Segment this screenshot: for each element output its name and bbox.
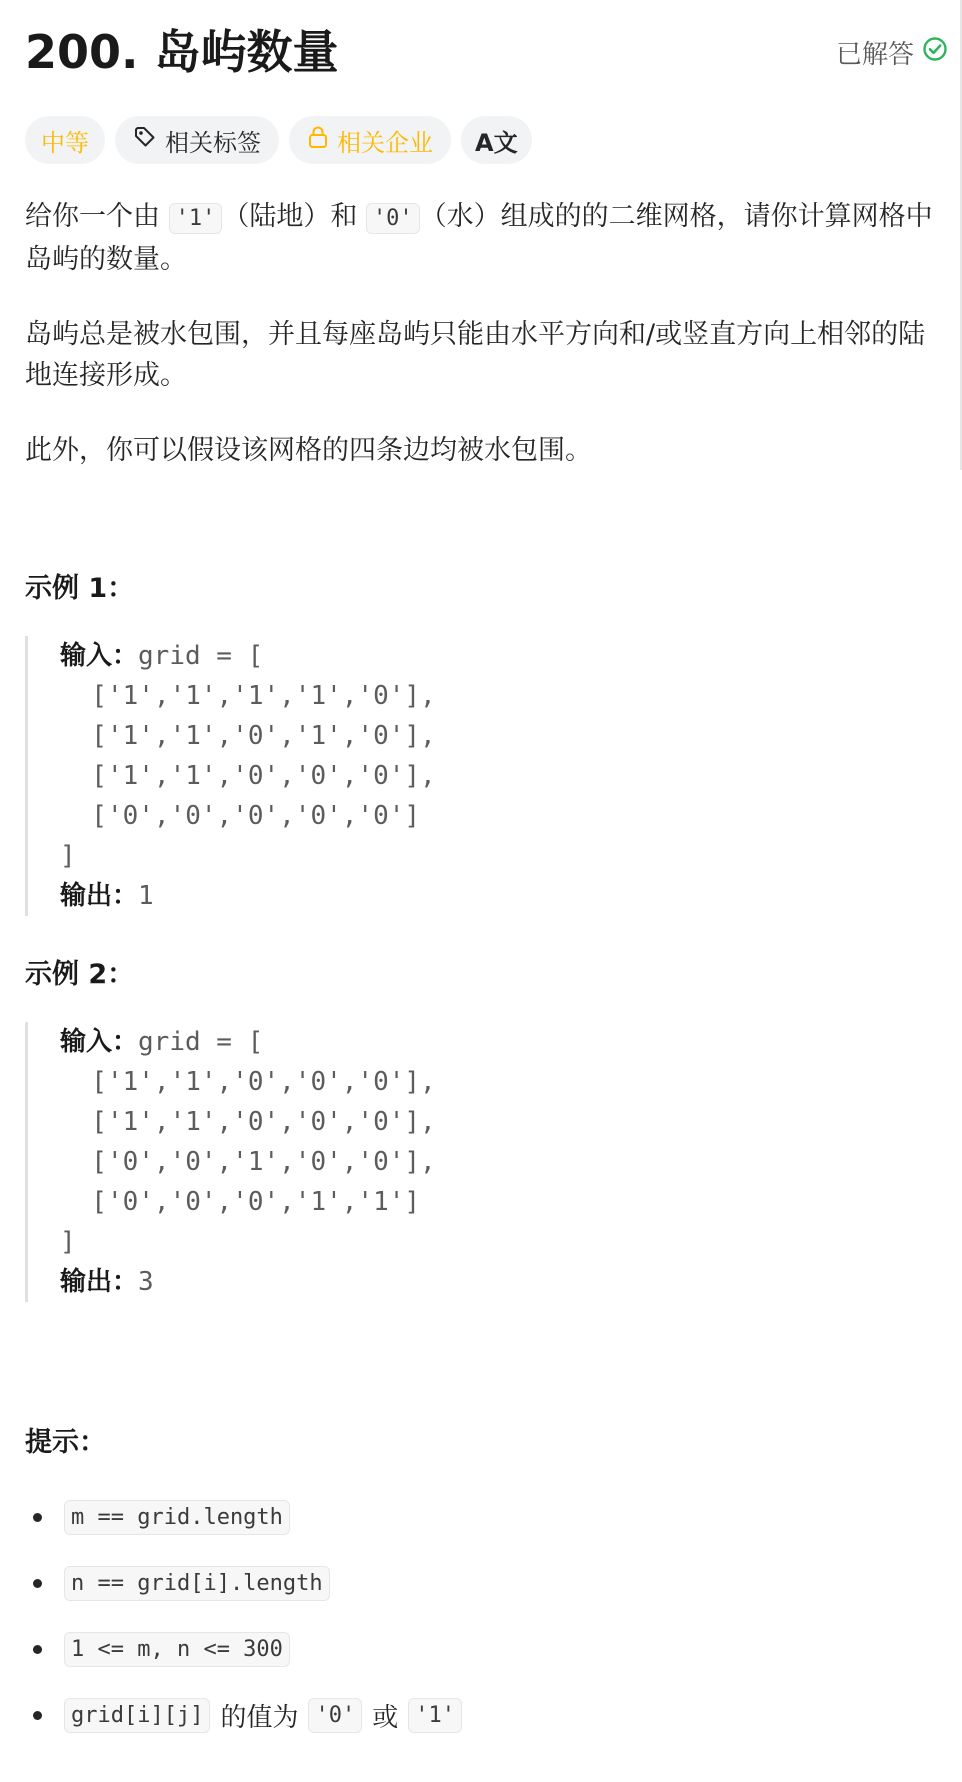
- bullet: [33, 1513, 42, 1522]
- lock-icon: [307, 125, 329, 155]
- example-grid-row: ['1','1','0','1','0'],: [60, 721, 436, 751]
- hint-item: [25, 1561, 330, 1605]
- description-paragraph-1: 给你一个由 '1' （陆地）和 '0' （水）组成的的二维网格，请你计算网格中岛屿的数量。: [25, 201, 933, 275]
- example-grid-close: ]: [60, 1227, 76, 1257]
- translate-icon: A文: [475, 128, 518, 157]
- example-grid-row: ['1','1','0','0','0'],: [60, 1107, 436, 1137]
- description-paragraph-2: 岛屿总是被水包围，并且每座岛屿只能由水平方向和/或竖直方向上相邻的陆地连接形成。: [25, 319, 926, 391]
- tag-icon: [133, 125, 157, 155]
- hint-text: 或: [372, 1702, 399, 1733]
- related-companies-button[interactable]: [289, 116, 451, 164]
- hint-item: [25, 1693, 462, 1737]
- hint-code: '0': [308, 1698, 362, 1733]
- problem-title: 200. 岛屿数量: [25, 25, 339, 79]
- solved-status[interactable]: [836, 34, 948, 71]
- related-tags-button[interactable]: [115, 116, 279, 164]
- example-grid-row: ['1','1','0','0','0'],: [60, 1067, 436, 1097]
- hint-code: '1': [408, 1698, 462, 1733]
- problem-header: [25, 18, 950, 88]
- example-1-title: 示例 1：: [25, 573, 135, 604]
- difficulty-label: 中等: [41, 128, 89, 157]
- related-tags-label: 相关标签: [165, 128, 261, 157]
- example-grid-row: ['0','0','1','0','0'],: [60, 1147, 436, 1177]
- difficulty-badge: [25, 116, 105, 164]
- example-input-line: 输入：grid = [: [60, 1027, 264, 1057]
- hint-item: [25, 1495, 290, 1539]
- related-companies-label: 相关企业: [337, 128, 433, 157]
- example-input-line: 输入：grid = [: [60, 641, 264, 671]
- tag-row: [25, 116, 532, 164]
- hint-text: 的值为: [220, 1702, 299, 1733]
- description-paragraph-3: 此外，你可以假设该网格的四条边均被水包围。: [25, 435, 592, 466]
- example-grid-close: ]: [60, 841, 76, 871]
- example-grid-row: ['1','1','0','0','0'],: [60, 761, 436, 791]
- example-grid-row: ['1','1','1','1','0'],: [60, 681, 436, 711]
- example-output-line: 输出：1: [60, 881, 154, 911]
- bullet: [33, 1711, 42, 1720]
- hint-item: [25, 1627, 290, 1671]
- inline-code: '1': [169, 203, 223, 234]
- example-2-title: 示例 2：: [25, 959, 135, 990]
- hint-code: grid[i][j]: [64, 1698, 210, 1733]
- inline-code: '0': [366, 203, 420, 234]
- hint-code: 1 <= m, n <= 300: [64, 1632, 290, 1667]
- example-2-block: [25, 1022, 925, 1302]
- translate-button[interactable]: [461, 116, 532, 164]
- hint-code: n == grid[i].length: [64, 1566, 330, 1601]
- bullet: [33, 1645, 42, 1654]
- example-grid-row: ['0','0','0','0','0']: [60, 801, 421, 831]
- hint-code: m == grid.length: [64, 1500, 290, 1535]
- check-circle-icon: [922, 36, 948, 69]
- example-grid-row: ['0','0','0','1','1']: [60, 1187, 421, 1217]
- solved-label: 已解答: [835, 40, 914, 70]
- example-output-line: 输出：3: [60, 1267, 154, 1297]
- hints-title: 提示：: [25, 1427, 106, 1458]
- example-1-block: [25, 636, 925, 916]
- bullet: [33, 1579, 42, 1588]
